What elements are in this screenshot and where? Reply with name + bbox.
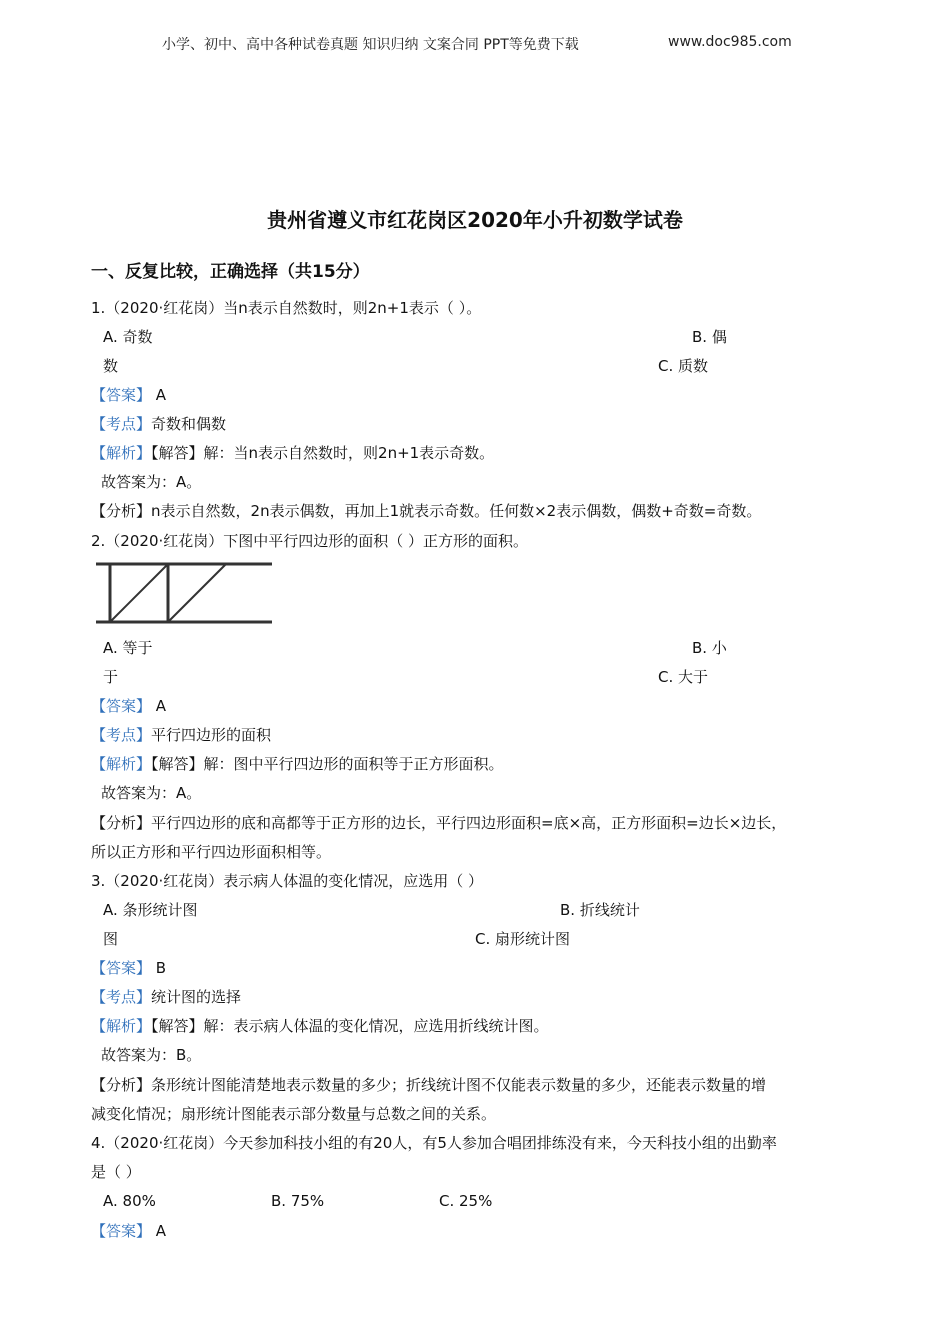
answer-tag: 【答案】 [91,959,152,977]
q2-conclusion: 故答案为：A。 [101,784,202,802]
q1-option-b-cont: 数 [103,357,119,375]
answer-tag: 【答案】 [91,386,152,404]
section-heading: 一、反复比较，正确选择（共15分） [91,262,370,282]
q2-point-text: 平行四边形的面积 [151,726,272,744]
point-tag: 【考点】 [91,726,152,744]
q1-fenxi [91,501,761,521]
q2-fenxi-text: 平行四边形的底和高都等于正方形的边长，平行四边形面积=底×高，正方形面积=边长×边长， [151,814,787,832]
q1-option-b: B. 偶 [692,328,727,346]
q2-option-a: A. 等于 [103,639,153,657]
q1-conclusion: 故答案为：A。 [101,473,202,491]
q1-option-a: A. 奇数 [103,328,153,346]
q4-option-c: C. 25% [439,1192,493,1210]
q3-option-c: C. 扇形统计图 [475,930,571,948]
document-title: 贵州省遵义市红花岗区2020年小升初数学试卷 [267,208,683,232]
q2-analysis [91,754,504,774]
parallelogram-square-figure [96,558,272,628]
q3-conclusion: 故答案为：B。 [101,1046,202,1064]
answer-tag: 【答案】 [91,697,152,715]
analysis-tag: 【解析】 [91,755,152,773]
q4-option-a: A. 80% [103,1192,156,1210]
q1-answer-value: A [151,386,167,404]
q1-option-c: C. 质数 [658,357,709,375]
q2-answer-value: A [151,697,167,715]
q2-fenxi-line2: 所以正方形和平行四边形面积相等。 [91,843,332,861]
fenxi-tag: 【分析】 [91,1076,152,1094]
q2-analysis-text: 【解答】解：图中平行四边形的面积等于正方形面积。 [151,755,504,773]
answer-tag: 【答案】 [91,1222,152,1240]
q3-option-b-cont: 图 [103,930,119,948]
q3-fenxi [91,1075,766,1095]
analysis-tag: 【解析】 [91,1017,152,1035]
q3-stem: 3.（2020·红花岗）表示病人体温的变化情况，应选用（ ） [91,872,484,890]
fenxi-tag: 【分析】 [91,502,152,520]
q2-point [91,725,271,745]
q4-option-b: B. 75% [271,1192,325,1210]
q2-answer [91,696,166,716]
q3-answer [91,958,166,978]
q1-analysis-text: 【解答】解：当n表示自然数时，则2n+1表示奇数。 [151,444,495,462]
parallelogram-right-side [168,564,226,622]
header-site[interactable]: www.doc985.com [668,34,792,50]
q3-analysis-text: 【解答】解：表示病人体温的变化情况，应选用折线统计图。 [151,1017,549,1035]
q4-stem: 4.（2020·红花岗）今天参加科技小组的有20人，有5人参加合唱团排练没有来，今天科技小组的出勤率 [91,1134,777,1152]
q3-fenxi-text: 条形统计图能清楚地表示数量的多少；折线统计图不仅能表示数量的多少，还能表示数量的增 [151,1076,767,1094]
q3-point-text: 统计图的选择 [151,988,242,1006]
parallelogram-left-side [110,564,168,622]
q3-fenxi-line2: 减变化情况；扇形统计图能表示部分数量与总数之间的关系。 [91,1105,497,1123]
q3-analysis [91,1016,549,1036]
q2-fenxi [91,813,786,833]
header-text: 小学、初中、高中各种试卷真题 知识归纳 文案合同 PPT等免费下载 [162,37,579,53]
q2-option-b: B. 小 [692,639,727,657]
q1-answer [91,385,166,405]
q4-answer-value: A [151,1222,167,1240]
point-tag: 【考点】 [91,988,152,1006]
q2-option-c: C. 大于 [658,668,709,686]
fenxi-tag: 【分析】 [91,814,152,832]
q3-option-a: A. 条形统计图 [103,901,198,919]
q3-option-b: B. 折线统计 [560,901,640,919]
q4-stem-line2: 是（ ） [91,1163,141,1181]
q1-fenxi-text: n表示自然数，2n表示偶数，再加上1就表示奇数。任何数×2表示偶数，偶数+奇数=奇数。 [151,502,762,520]
q1-point-text: 奇数和偶数 [151,415,227,433]
q4-answer [91,1221,166,1241]
q2-option-b-cont: 于 [103,668,119,686]
q1-point [91,414,226,434]
q1-analysis [91,443,494,463]
q2-stem: 2.（2020·红花岗）下图中平行四边形的面积（ ）正方形的面积。 [91,532,529,550]
q3-point [91,987,241,1007]
q1-stem: 1.（2020·红花岗）当n表示自然数时，则2n+1表示（ ）。 [91,299,482,317]
analysis-tag: 【解析】 [91,444,152,462]
point-tag: 【考点】 [91,415,152,433]
q3-answer-value: B [151,959,167,977]
